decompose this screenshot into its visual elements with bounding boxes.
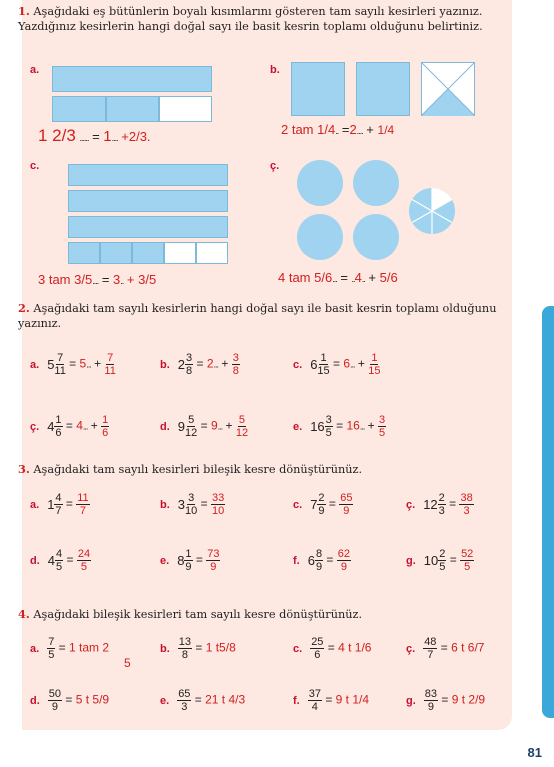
page-number: 81 — [527, 745, 542, 760]
q4-item: a. $\frac{7}{5}$ = 1 tam 2 5 — [30, 636, 131, 670]
square — [356, 62, 410, 116]
q2-item: a. 5 $\frac{7}{11}$ = 5... + $\frac{7}{11}$ — [30, 352, 116, 377]
bar-part — [196, 242, 228, 264]
answer-1c: 3 tam 3/5.... = 3.. + 3/5 — [38, 272, 157, 287]
item-label: b. — [270, 64, 280, 76]
whole-bar — [68, 164, 228, 186]
question-number: 3. — [18, 462, 30, 476]
whole-bar — [68, 190, 228, 212]
item-label: ç. — [270, 160, 280, 172]
question-text: Aşağıdaki eş bütünlerin boyalı kısımlarını gösteren tam sayılı kesirleri yazınız. Yazdığınız kesirlerin hangi doğal sayı ile basit kesrin toplamı olduğunu belirtiniz. — [18, 5, 483, 33]
q4-item: f. $\frac{37}{4}$ = 9 t 1/4 — [293, 688, 370, 713]
whole-bar — [68, 216, 228, 238]
bar-part — [132, 242, 164, 264]
question-text: Aşağıdaki tam sayılı kesirlerin hangi doğal sayı ile basit kesrin toplamı olduğunu yazınız. — [18, 302, 497, 330]
bar-part — [159, 96, 212, 122]
q3-item: f. 6 $\frac{8}{9}$ = $\frac{62}{9}$ — [293, 548, 351, 573]
full-circle — [297, 214, 343, 260]
q4-item: e. $\frac{65}{3}$ = 21 t 4/3 — [160, 688, 246, 713]
full-circle — [353, 160, 399, 206]
q3-item: a. 1 $\frac{4}{7}$ = $\frac{11}{7}$ — [30, 492, 89, 517]
q2-item: ç. 4 $\frac{1}{6}$ = 4... + $\frac{1}{6}$ — [30, 414, 109, 439]
full-circle — [297, 160, 343, 206]
q2-item: b. 2 $\frac{3}{8}$ = 2... + $\frac{3}{8}$ — [160, 352, 239, 377]
q4-item: d. $\frac{50}{9}$ = 5 t 5/9 — [30, 688, 110, 713]
q4-item: b. $\frac{13}{8}$ = 1 t5/8 — [160, 636, 236, 661]
q3-item: b. 3 $\frac{3}{10}$ = $\frac{33}{10}$ — [160, 492, 225, 517]
answer-1cc: 4 tam 5/6... = ..4.. + 5/6 — [278, 270, 398, 285]
bar-part — [164, 242, 196, 264]
item-label: a. — [30, 64, 40, 76]
q3-item: g. 10 $\frac{2}{5}$ = $\frac{52}{5}$ — [406, 548, 474, 573]
item-label: c. — [30, 160, 40, 172]
q4-item: g. $\frac{83}{9}$ = 9 t 2/9 — [406, 688, 486, 713]
page-edge-tab — [542, 306, 554, 718]
bar-part — [52, 96, 106, 122]
q3-item: d. 4 $\frac{4}{5}$ = $\frac{24}{5}$ — [30, 548, 91, 573]
full-circle — [353, 214, 399, 260]
q2-item: c. 6 $\frac{1}{15}$ = 6... + $\frac{1}{15}$ — [293, 352, 381, 377]
q3-item: ç. 12 $\frac{2}{3}$ = $\frac{38}{3}$ — [406, 492, 473, 517]
sixths-circle — [408, 187, 456, 235]
q2-item: d. 9 $\frac{5}{12}$ = 9... + $\frac{5}{12}$ — [160, 414, 249, 439]
question-text: Aşağıdaki tam sayılı kesirleri bileşik kesre dönüştürünüz. — [33, 463, 363, 476]
whole-bar — [52, 66, 212, 92]
bar-part — [100, 242, 132, 264]
question-1 — [18, 4, 508, 34]
question-text: Aşağıdaki bileşik kesirleri tam sayılı kesre dönüştürünüz. — [33, 608, 363, 621]
q3-item: c. 7 $\frac{2}{9}$ = $\frac{65}{9}$ — [293, 492, 353, 517]
question-number: 2. — [18, 301, 30, 315]
question-number: 1. — [18, 4, 30, 18]
quartered-square — [421, 62, 475, 116]
answer-1b: 2 tam 1/4.. =2.... + 1/4 — [281, 122, 395, 137]
question-3 — [18, 462, 508, 477]
q4-item: c. $\frac{25}{6}$ = 4 t 1/6 — [293, 636, 372, 661]
q3-item: e. 8 $\frac{1}{9}$ = $\frac{73}{9}$ — [160, 548, 220, 573]
question-4 — [18, 607, 508, 622]
bar-part — [68, 242, 100, 264]
bar-part — [106, 96, 159, 122]
q4-item: ç. $\frac{48}{7}$ = 6 t 6/7 — [406, 636, 485, 661]
question-2 — [18, 301, 508, 331]
square — [291, 62, 345, 116]
question-number: 4. — [18, 607, 30, 621]
q2-item: e. 16 $\frac{3}{5}$ = 16... + $\frac{3}{5}$ — [293, 414, 386, 439]
answer-1a: 1 2/3 ...... = 1.... +2/3. — [38, 126, 151, 145]
